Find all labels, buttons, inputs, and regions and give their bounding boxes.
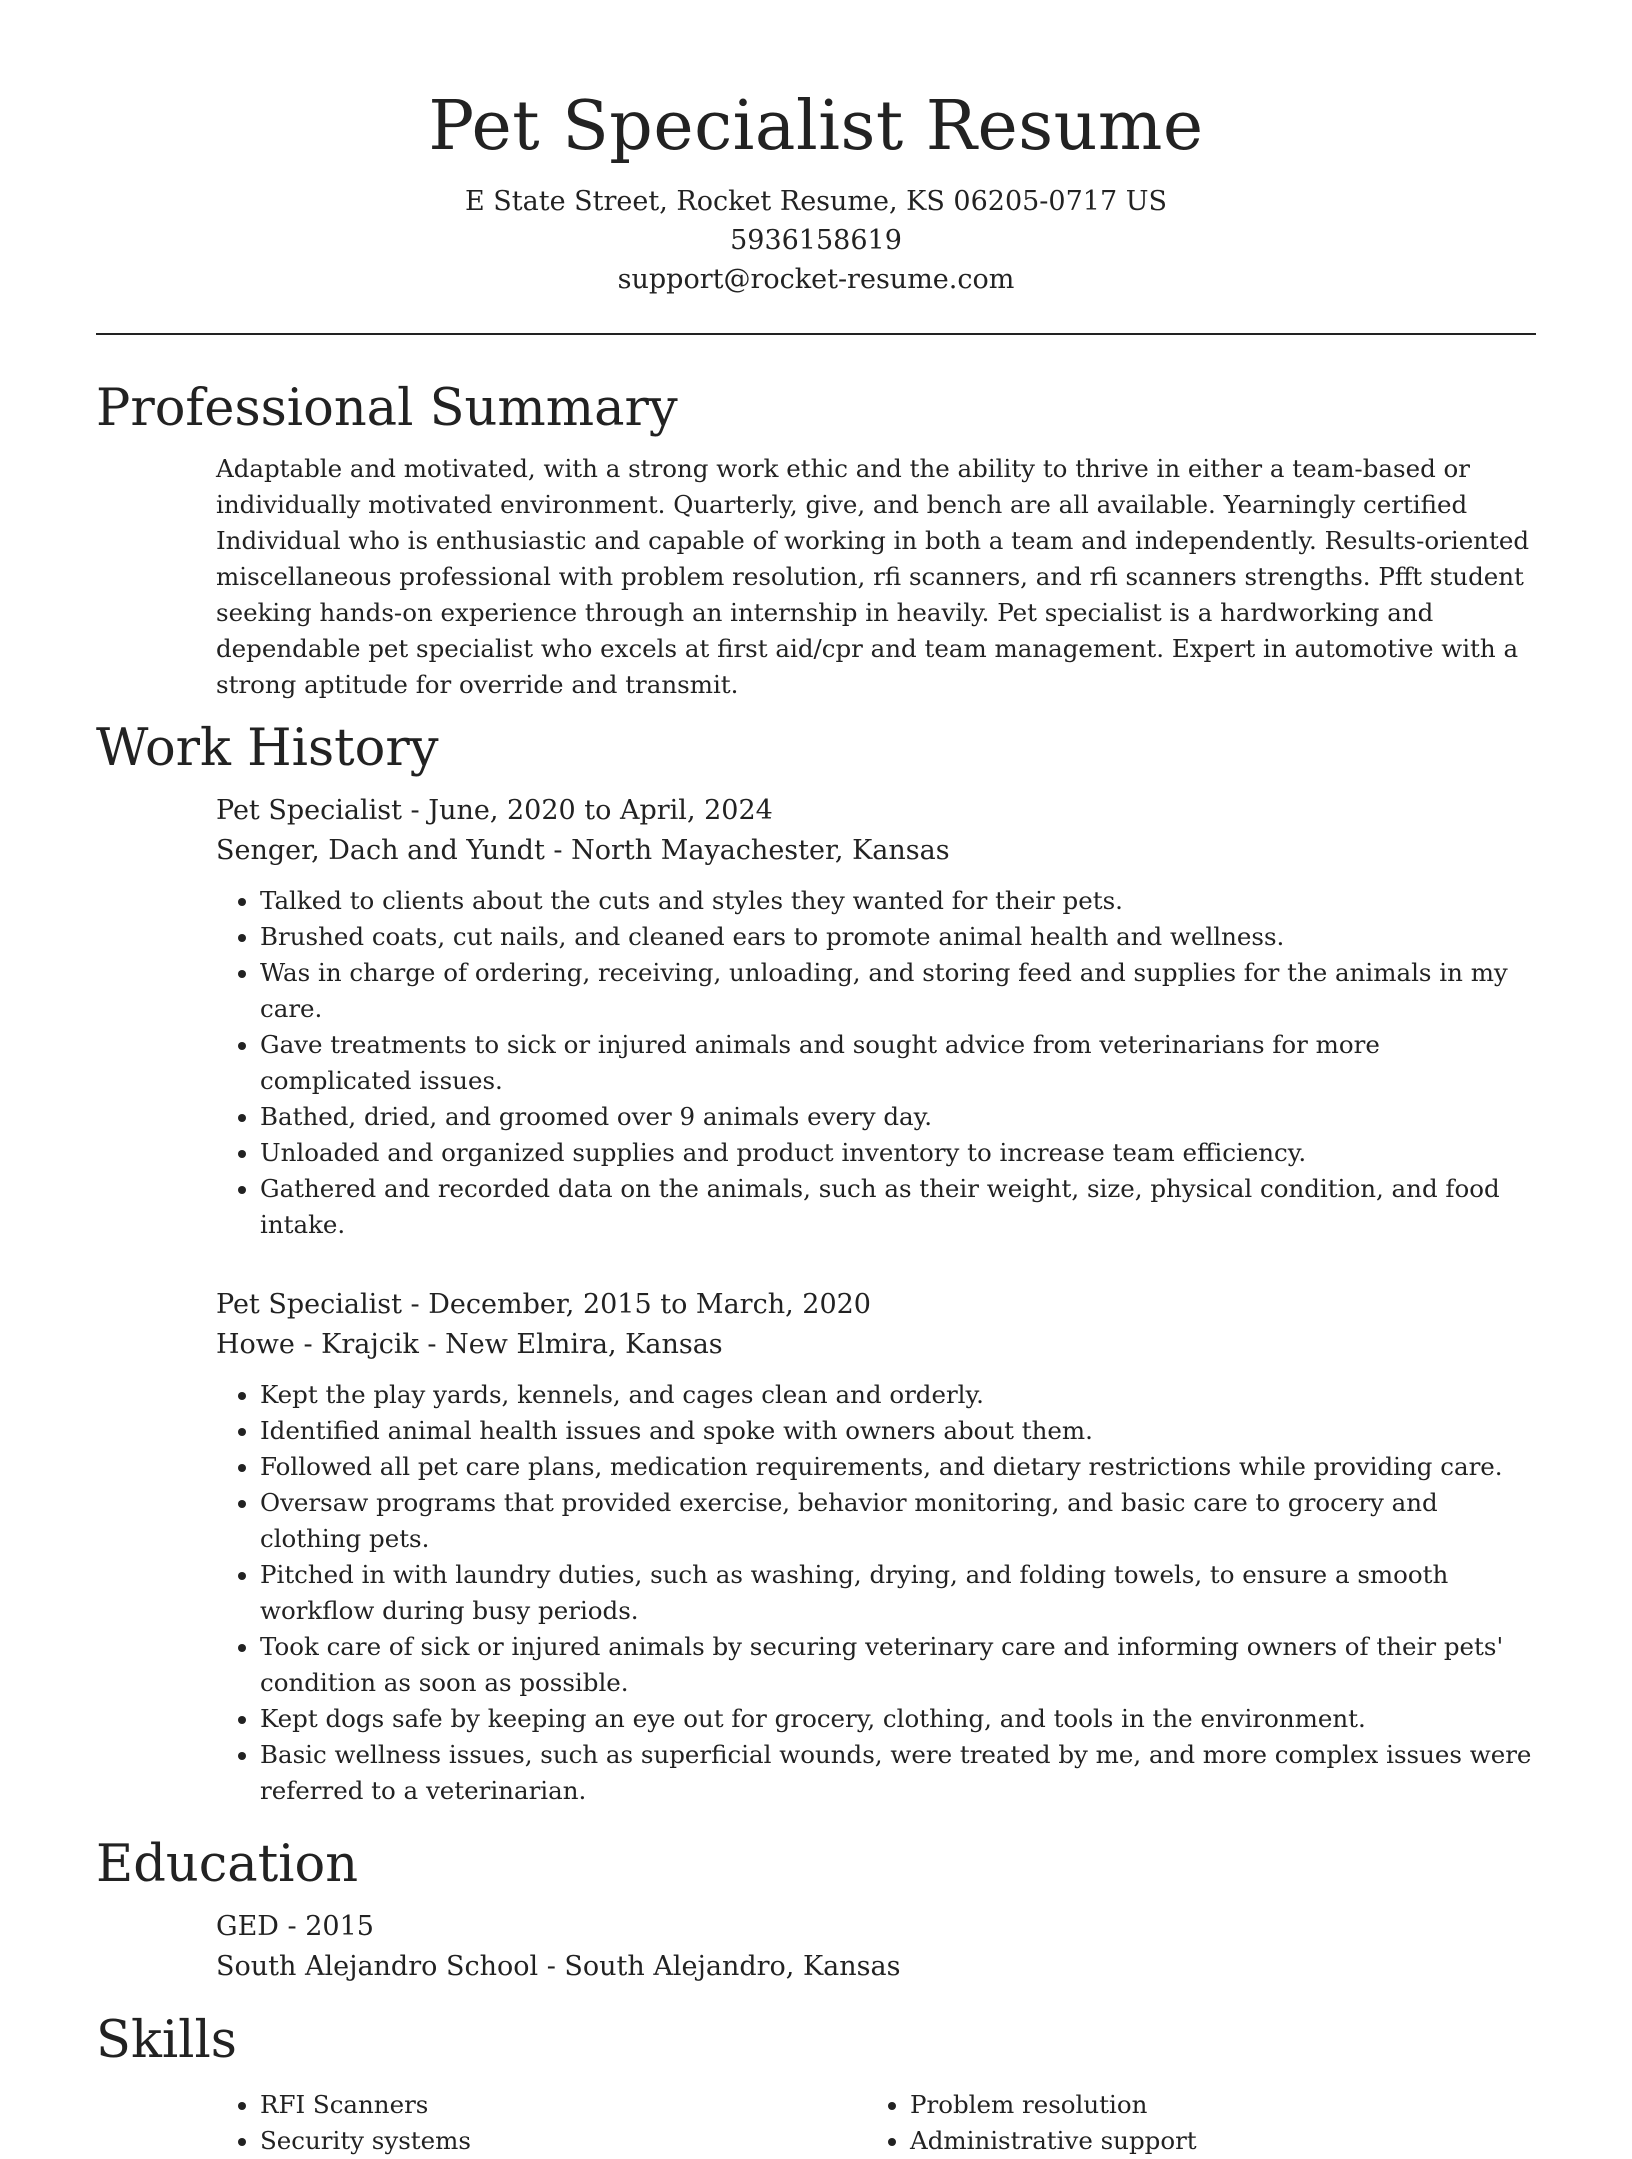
list-item: • Security systems — [260, 2123, 866, 2159]
job-location: - North Mayachester, Kansas — [544, 835, 950, 866]
contact-email: support@rocket-resume.com — [617, 264, 1015, 295]
job-company-line — [216, 1325, 1536, 1365]
list-item: • Identified animal health issues and spoke with owners about them. — [260, 1413, 1536, 1449]
education-school: South Alejandro School — [216, 1951, 539, 1982]
page-title: Pet Specialist Resume — [428, 87, 1204, 166]
job-position: Pet Specialist — [216, 795, 402, 826]
work-heading: Work History — [96, 719, 439, 778]
education-heading: Education — [96, 1835, 359, 1894]
skills-list-left — [216, 2087, 866, 2159]
summary-section — [96, 375, 1536, 703]
contact-phone: 5936158619 — [730, 225, 902, 256]
education-school-line — [216, 1947, 1536, 1987]
list-item: • RFI Scanners — [260, 2087, 866, 2123]
job-duties-list — [216, 883, 1536, 1243]
list-item: • Followed all pet care plans, medication requirements, and dietary restrictions while providing care. — [260, 1449, 1536, 1485]
list-item: • Unloaded and organized supplies and product inventory to increase team efficiency. — [260, 1135, 1536, 1171]
skills-list-right — [866, 2087, 1516, 2159]
list-item: • Bathed, dried, and groomed over 9 animals every day. — [260, 1099, 1536, 1135]
list-item: • Basic wellness issues, such as superficial wounds, were treated by me, and more complex issues were referred to a veterinarian. — [260, 1737, 1536, 1809]
work-section — [96, 715, 1536, 1809]
list-item: • Gave treatments to sick or injured animals and sought advice from veterinarians for more complicated issues. — [260, 1027, 1536, 1099]
resume-page — [96, 0, 1536, 2159]
skills-section — [96, 2007, 1536, 2159]
education-location: - South Alejandro, Kansas — [538, 1951, 901, 1982]
job-duties-list — [216, 1377, 1536, 1809]
job-title-line — [216, 791, 1536, 831]
job-title-line — [216, 1285, 1536, 1325]
job-company: Senger, Dach and Yundt — [216, 835, 545, 866]
list-item: • Pitched in with laundry duties, such as washing, drying, and folding towels, to ensure a smooth workflow during busy periods. — [260, 1557, 1536, 1629]
education-degree: GED — [216, 1911, 279, 1942]
job-entry — [216, 1285, 1536, 1809]
header-divider — [96, 333, 1536, 335]
summary-text: Adaptable and motivated, with a strong work ethic and the ability to thrive in either a team-based or individually motivated environment. Quarterly, give, and bench are all available. Yearningly certified Individual who is enthusiastic and capable of working in both a team and independently. Results-oriented miscellaneous professional with problem resolution, rfi scanners, and rfi scanners strengths. Pfft student seeking hands-on experience through an internship in heavily. Pet specialist is a hardworking and dependable pet specialist who excels at first aid/cpr and team management. Expert in automotive with a strong aptitude for override and transmit. — [216, 454, 1530, 699]
job-position: Pet Specialist — [216, 1289, 402, 1320]
list-item: • Problem resolution — [910, 2087, 1516, 2123]
list-item: • Administrative support — [910, 2123, 1516, 2159]
summary-heading: Professional Summary — [96, 379, 678, 438]
job-dates: - June, 2020 to April, 2024 — [401, 795, 773, 826]
resume-header — [96, 0, 1536, 299]
list-item: • Gathered and recorded data on the animals, such as their weight, size, physical condition, and food intake. — [260, 1171, 1536, 1243]
skills-grid — [216, 2087, 1536, 2159]
education-section — [96, 1831, 1536, 1987]
list-item: • Oversaw programs that provided exercise, behavior monitoring, and basic care to grocery and clothing pets. — [260, 1485, 1536, 1557]
contact-address: E State Street, Rocket Resume, KS 06205-0717 US — [465, 186, 1167, 217]
education-degree-line — [216, 1907, 1536, 1947]
education-year: - 2015 — [278, 1911, 374, 1942]
job-company: Howe - Krajcik — [216, 1329, 419, 1360]
contact-info — [96, 182, 1536, 299]
list-item: • Brushed coats, cut nails, and cleaned ears to promote animal health and wellness. — [260, 919, 1536, 955]
list-item: • Talked to clients about the cuts and styles they wanted for their pets. — [260, 883, 1536, 919]
list-item: • Kept dogs safe by keeping an eye out for grocery, clothing, and tools in the environment. — [260, 1701, 1536, 1737]
list-item: • Was in charge of ordering, receiving, unloading, and storing feed and supplies for the animals in my care. — [260, 955, 1536, 1027]
job-location: - New Elmira, Kansas — [418, 1329, 723, 1360]
skills-heading: Skills — [96, 2011, 237, 2070]
job-company-line — [216, 831, 1536, 871]
job-entry — [216, 791, 1536, 1243]
list-item: • Took care of sick or injured animals by securing veterinary care and informing owners of their pets' condition as soon as possible. — [260, 1629, 1536, 1701]
list-item: • Kept the play yards, kennels, and cages clean and orderly. — [260, 1377, 1536, 1413]
job-dates: - December, 2015 to March, 2020 — [401, 1289, 871, 1320]
